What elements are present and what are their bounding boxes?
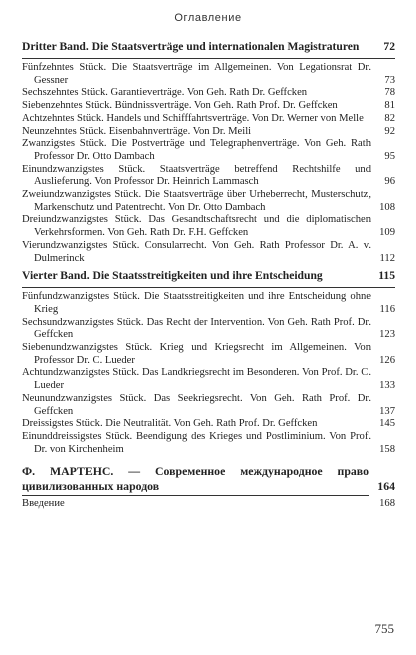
toc-entry-title: Einundzwanzigstes Stück. Staatsverträge betreffend Rechtshilfe und Auslieferung. Von Professor Dr. Heinrich Lammasch	[22, 163, 371, 188]
toc-page-number: 109	[379, 227, 395, 239]
toc-entry	[22, 240, 395, 265]
toc-entry-title: Sechsundzwanzigstes Stück. Das Recht der Intervention. Von Geh. Rath Prof. Dr. Geffcken	[22, 316, 371, 341]
toc-entry	[22, 113, 395, 126]
toc-entry-title: Achtundzwanzigstes Stück. Das Landkriegsrecht im Besonderen. Von Prof. Dr. C. Lueder	[22, 367, 371, 392]
toc-entry-title: Fünfzehntes Stück. Die Staatsverträge im Allgemeinen. Von Legationsrat Dr. Gessner	[22, 62, 371, 86]
divider	[22, 58, 395, 59]
toc-page-number: 164	[377, 479, 395, 494]
toc-work-title: Ф. МАРТЕНС. — Современное международное право цивилизованных народов	[22, 464, 369, 494]
toc-entry	[22, 418, 395, 431]
toc-work-heading	[22, 464, 395, 494]
toc-entry-title: Einunddreissigstes Stück. Beendigung des Krieges und Postliminium. Von Prof. Dr. von Kirchenheim	[22, 430, 371, 455]
toc-entry	[22, 291, 395, 316]
toc-entry-title: Zwanzigstes Stück. Die Postverträge und Telegraphenverträge. Von Geh. Rath Professor Dr. Otto Dambach	[22, 138, 371, 162]
table-of-contents	[22, 40, 395, 511]
divider	[22, 495, 369, 496]
toc-page-number: 133	[379, 380, 395, 392]
toc-page-number: 168	[379, 498, 395, 510]
toc-part-title: Dritter Band. Die Staatsverträge und internationalen Magistraturen	[22, 40, 360, 53]
toc-entry	[22, 393, 395, 418]
toc-page-number: 81	[384, 100, 395, 112]
toc-page-number: 115	[378, 269, 395, 283]
toc-entry	[22, 126, 395, 139]
toc-page-number: 126	[379, 354, 395, 366]
toc-entry-title: Siebenzehntes Stück. Bündnissverträge. Von Geh. Rath Prof. Dr. Geffcken	[22, 100, 338, 112]
toc-entry-title: Dreissigstes Stück. Die Neutralität. Von Geh. Rath Prof. Dr. Geffcken	[22, 418, 318, 430]
toc-entry	[22, 342, 395, 367]
page-number: 755	[374, 621, 394, 636]
toc-page-number: 78	[384, 87, 395, 99]
toc-page-number: 95	[384, 150, 395, 162]
toc-entry	[22, 317, 395, 342]
divider	[22, 287, 395, 288]
toc-entry-title: Neunundzwanzigstes Stück. Das Seekriegsrecht. Von Geh. Rath Prof. Dr. Geffcken	[22, 392, 371, 417]
toc-entry	[22, 87, 395, 100]
toc-entry-title: Achtzehntes Stück. Handels und Schifffahrtsverträge. Von Dr. Werner von Melle	[22, 112, 364, 124]
toc-entry	[22, 367, 395, 392]
toc-page-number: 137	[379, 405, 395, 417]
toc-part-heading	[22, 40, 395, 54]
toc-entry	[22, 62, 395, 87]
toc-page-number: 123	[379, 329, 395, 341]
toc-entry-title: Fünfundzwanzigstes Stück. Die Staatsstreitigkeiten und ihre Entscheidung ohne Krieg	[22, 291, 371, 315]
toc-part-title: Vierter Band. Die Staatsstreitigkeiten und ihre Entscheidung	[22, 269, 323, 283]
toc-entry-title: Siebenundzwanzigstes Stück. Krieg und Kriegsrecht im Allgemeinen. Von Professor Dr. C. Lueder	[22, 342, 371, 366]
toc-entry	[22, 189, 395, 214]
toc-page-number: 96	[384, 176, 395, 188]
toc-entry	[22, 498, 395, 511]
toc-part-heading	[22, 269, 395, 283]
toc-entry	[22, 164, 395, 189]
running-head: Оглавление	[174, 12, 242, 24]
toc-entry	[22, 214, 395, 239]
toc-entry-title: Vierundzwanzigstes Stück. Consularrecht. Von Geh. Rath Professor Dr. A. v. Dulmerinck	[22, 239, 371, 264]
toc-entry	[22, 100, 395, 113]
toc-entry-title: Dreiundzwanzigstes Stück. Das Gesandtschaftsrecht und die diplomatischen Verkehrsformen. Von Geh. Rath Dr. F.H. Geffcken	[22, 214, 371, 239]
toc-entry	[22, 138, 395, 163]
toc-page-number: 82	[384, 112, 395, 124]
toc-page-number: 116	[379, 303, 395, 315]
toc-entry-title: Введение	[22, 498, 65, 510]
toc-entry-title: Neunzehntes Stück. Eisenbahnverträge. Von Dr. Meili	[22, 125, 252, 137]
toc-entry-title: Sechszehntes Stück. Garantieverträge. Von Geh. Rath Dr. Geffcken	[22, 87, 308, 99]
toc-page-number: 72	[383, 40, 395, 53]
toc-page-number: 73	[384, 74, 395, 86]
toc-entry	[22, 431, 395, 456]
toc-page-number: 145	[379, 418, 395, 430]
toc-page-number: 108	[379, 201, 395, 213]
toc-page-number: 112	[379, 252, 395, 264]
toc-page-number: 158	[379, 443, 395, 455]
toc-page-number: 92	[384, 125, 395, 137]
toc-entry-title: Zweiundzwanzigstes Stück. Die Staatsverträge über Urheberrecht, Musterschutz, Markenschutz und Patentrecht. Von Dr. Otto Dambach	[22, 189, 371, 213]
